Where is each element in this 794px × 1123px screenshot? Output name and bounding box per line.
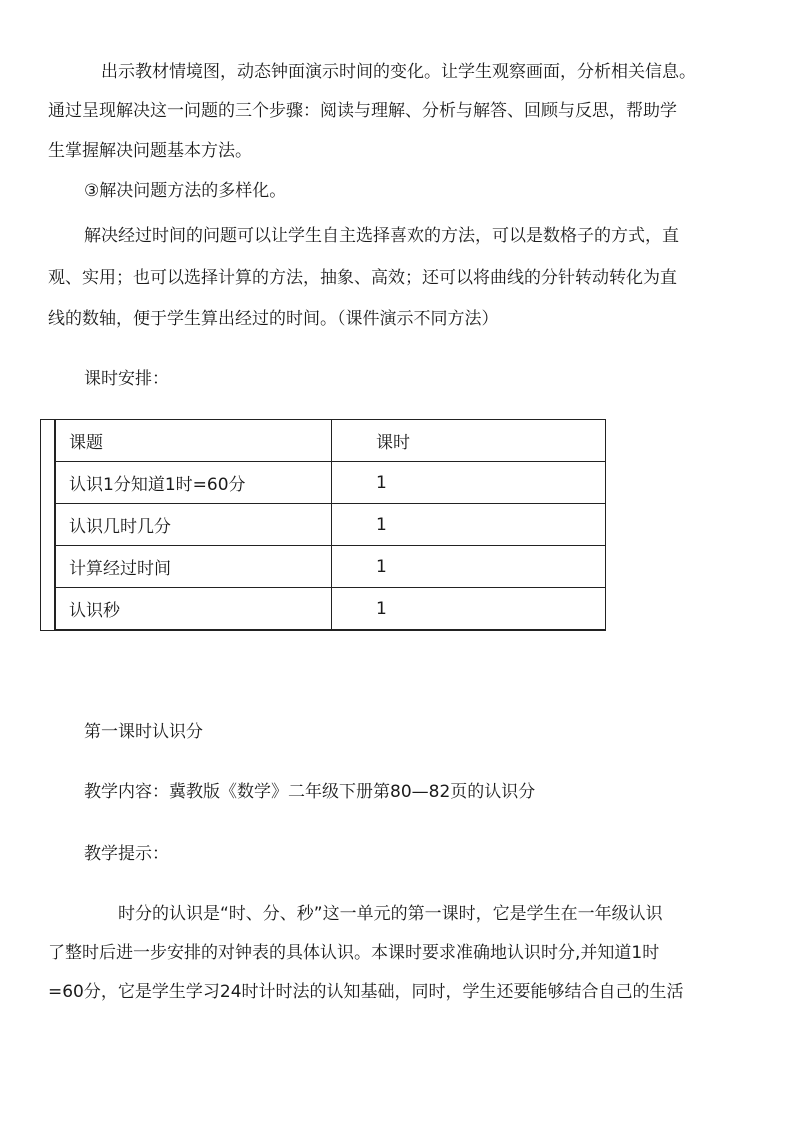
table-gutter bbox=[41, 462, 56, 504]
row-topic: 认识几时几分 bbox=[55, 504, 332, 546]
table-row bbox=[41, 504, 606, 546]
section-heading: ③解决问题方法的多样化。 bbox=[84, 181, 287, 201]
teaching-tips-heading: 教学提示： bbox=[84, 844, 169, 864]
row-periods: 1 bbox=[332, 504, 606, 546]
table-gutter bbox=[41, 420, 56, 462]
row-topic: 认识秒 bbox=[55, 588, 332, 631]
paragraph-line: 时分的认识是“时、分、秒”这一单元的第一课时，它是学生在一年级认识 bbox=[84, 904, 663, 924]
schedule-table bbox=[40, 419, 606, 631]
row-periods: 1 bbox=[332, 546, 606, 588]
lesson-title: 第一课时认识分 bbox=[84, 722, 203, 742]
paragraph-line: 观、实用；也可以选择计算的方法，抽象、高效；还可以将曲线的分针转动转化为直 bbox=[48, 268, 677, 288]
table-gutter bbox=[41, 588, 56, 631]
table-gutter bbox=[41, 546, 56, 588]
header-topic: 课题 bbox=[55, 420, 332, 462]
paragraph-line: 线的数轴，便于学生算出经过的时间。（课件演示不同方法） bbox=[48, 309, 499, 329]
teaching-content: 教学内容：冀教版《数学》二年级下册第80—82页的认识分 bbox=[84, 782, 536, 802]
paragraph-line: =60分，它是学生学习24时计时法的认知基础，同时，学生还要能够结合自己的生活 bbox=[48, 982, 684, 1002]
table-row bbox=[41, 546, 606, 588]
paragraph-line: 生掌握解决问题基本方法。 bbox=[48, 141, 252, 161]
row-topic: 认识1分知道1时=60分 bbox=[55, 462, 332, 504]
table-row bbox=[41, 462, 606, 504]
table-header-row bbox=[41, 420, 606, 462]
table-row bbox=[41, 588, 606, 631]
paragraph-line: 出示教材情境图，动态钟面演示时间的变化。让学生观察画面，分析相关信息。 bbox=[84, 62, 696, 82]
row-periods: 1 bbox=[332, 588, 606, 631]
paragraph-line: 解决经过时间的问题可以让学生自主选择喜欢的方法，可以是数格子的方式，直 bbox=[84, 226, 679, 246]
paragraph-line: 通过呈现解决这一问题的三个步骤：阅读与理解、分析与解答、回顾与反思，帮助学 bbox=[48, 101, 677, 121]
row-periods: 1 bbox=[332, 462, 606, 504]
table-gutter bbox=[41, 504, 56, 546]
paragraph-line: 了整时后进一步安排的对钟表的具体认识。本课时要求准确地认识时分,并知道1时 bbox=[48, 943, 660, 963]
header-periods: 课时 bbox=[332, 420, 606, 462]
schedule-title: 课时安排： bbox=[84, 369, 169, 389]
row-topic: 计算经过时间 bbox=[55, 546, 332, 588]
